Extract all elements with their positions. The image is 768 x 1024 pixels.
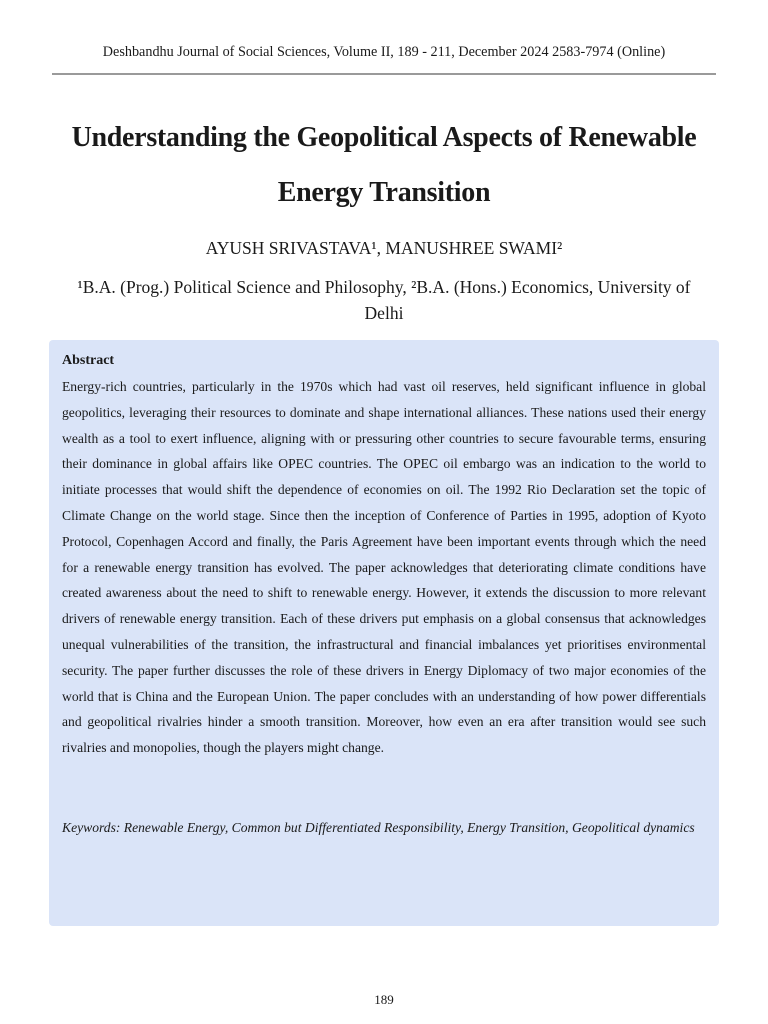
paper-title: Understanding the Geopolitical Aspects of Renewable Energy Transition [71,122,697,208]
header-divider [52,73,716,75]
keywords: Keywords: Renewable Energy, Common but Differentiated Responsibility, Energy Transition, Geopolitical dynamics [62,819,695,835]
page-number: 189 [374,992,394,1007]
abstract-heading: Abstract [62,353,115,368]
author-affiliation: ¹B.A. (Prog.) Political Science and Philosophy, ²B.A. (Hons.) Economics, University of Delhi [77,277,691,323]
abstract-body: Energy-rich countries, particularly in the 1970s which had vast oil reserves, held significant influence in global geopolitics, leveraging their resources to dominate and shape international alliances. These nations used their energy wealth as a tool to exert influence, aligning with or pressuring other countries to secure favourable terms, ensuring their dominance in global affairs like OPEC countries. The OPEC oil embargo was an indication to the world to initiate processes that would shift the dependence of economies on oil. The 1992 Rio Declaration set the topic of Climate Change on the world stage. Since then the inception of Conference of Parties in 1995, adoption of Kyoto Protocol, Copenhagen Accord and finally, the Paris Agreement have been important events through which the need for a renewable energy transition has evolved. The paper acknowledges that deteriorating climate conditions have created awareness about the need to shift to renewable energy. However, it extends the discussion to more relevant drivers of renewable energy transition. Each of these drivers put emphasis on a global consensus that acknowledges unequal vulnerabilities of the transition, the infrastructural and financial imbalances yet prioritises environmental security. The paper further discusses the role of these drivers in Energy Diplomacy of two major economies of the world that is China and the European Union. The paper concludes with an understanding of how power differentials and geopolitical rivalries hinder a smooth transition. Moreover, how even an era after transition would see such rivalries and monopolies, though the players might change. [62,379,706,756]
abstract-section [49,340,719,926]
author-list: AYUSH SRIVASTAVA¹, MANUSHREE SWAMI² [205,238,563,258]
running-header: Deshbandhu Journal of Social Sciences, Volume II, 189 - 211, December 2024 2583-7974 (Online) [102,44,666,60]
